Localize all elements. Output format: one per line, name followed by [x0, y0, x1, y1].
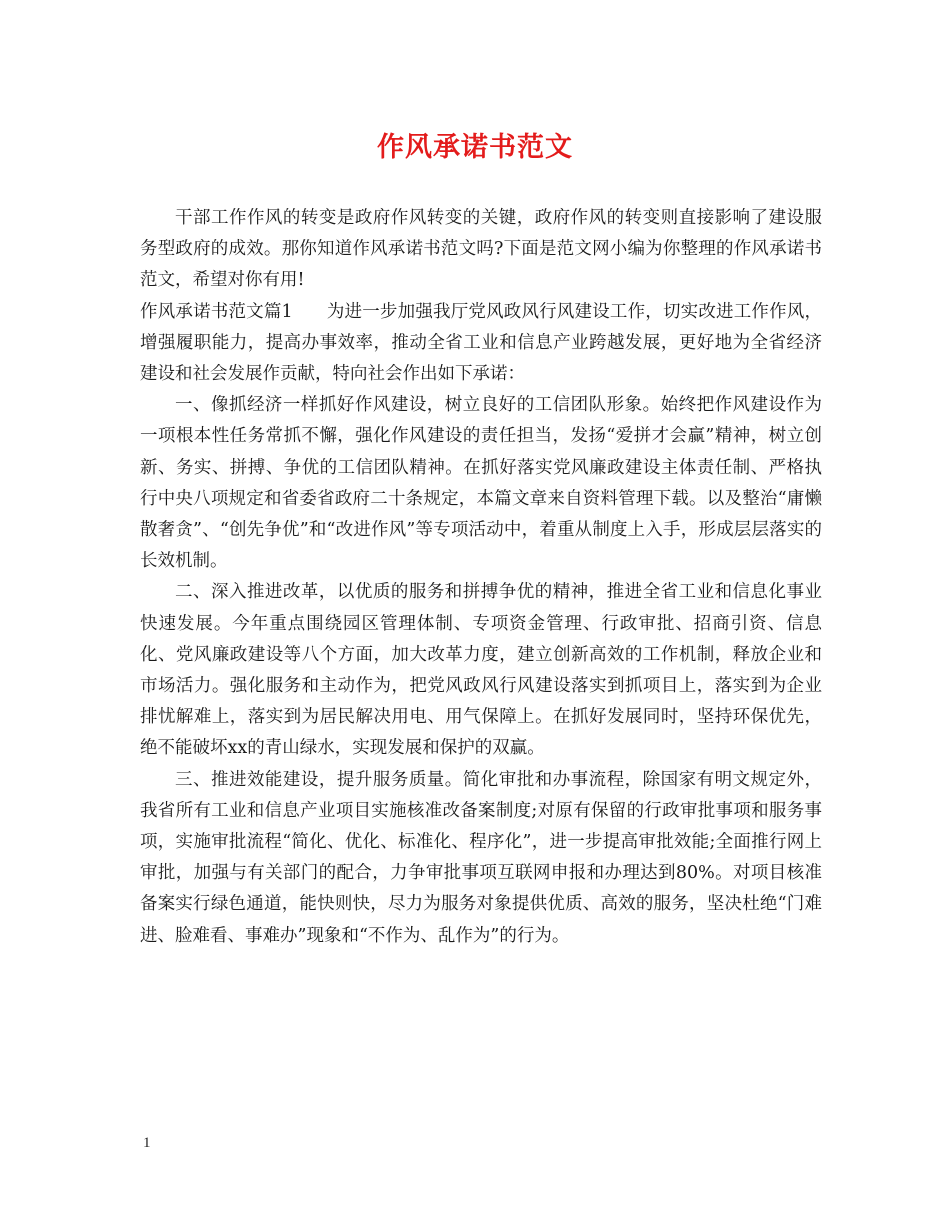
intro-paragraph: 干部工作作风的转变是政府作风转变的关键，政府作风的转变则直接影响了建设服务型政府的成效。那你知道作风承诺书范文吗?下面是范文网小编为你整理的作风承诺书范文，希望对你有用!	[140, 208, 822, 291]
section-lead-text: 为进一步加强我厅党风政风行风建设工作，切实改进工作作风，增强履职能力，提高办事效率，推动全省工业和信息产业跨越发展，更好地为全省经济建设和社会发展作贡献，特向社会作出如下承诺：	[140, 301, 823, 385]
document-title: 作风承诺书范文	[377, 132, 573, 163]
section-label: 作风承诺书范文篇1	[140, 301, 293, 322]
commitment-paragraph-3: 三、推进效能建设，提升服务质量。简化审批和办事流程，除国家有明文规定外，我省所有工业和信息产业项目实施核准改备案制度;对原有保留的行政审批事项和服务事项，实施审批流程“简化、优化、标准化、程序化”，进一步提高审批效能;全面推行网上审批，加强与有关部门的配合，力争审批事项互联网申报和办理达到80%。对项目核准备案实行绿色通道，能快则快，尽力为服务对象提供优质、高效的服务，坚决杜绝“门难进、脸难看、事难办”现象和“不作为、乱作为”的行为。	[140, 769, 822, 946]
section-lead-paragraph	[140, 297, 822, 391]
page-number: 1	[143, 1135, 151, 1151]
commitment-paragraph-2: 二、深入推进改革，以优质的服务和拼搏争优的精神，推进全省工业和信息化事业快速发展。今年重点围绕园区管理体制、专项资金管理、行政审批、招商引资、信息化、党风廉政建设等八个方面，加大改革力度，建立创新高效的工作机制，释放企业和市场活力。强化服务和主动作为，把党风政风行风建设落实到抓项目上，落实到为企业排忧解难上，落实到为居民解决用电、用气保障上。在抓好发展同时，坚持环保优先，绝不能破坏xx的青山绿水，实现发展和保护的双赢。	[140, 582, 822, 759]
document-body	[140, 203, 822, 952]
commitment-paragraph-1: 一、像抓经济一样抓好作风建设，树立良好的工信团队形象。始终把作风建设作为一项根本性任务常抓不懈，强化作风建设的责任担当，发扬“爱拼才会赢”精神，树立创新、务实、拼搏、争优的工信团队精神。在抓好落实党风廉政建设主体责任制、严格执行中央八项规定和省委省政府二十条规定，本篇文章来自资料管理下载。以及整治“庸懒散奢贪”、“创先争优”和“改进作风”等专项活动中，着重从制度上入手，形成层层落实的长效机制。	[140, 395, 822, 572]
